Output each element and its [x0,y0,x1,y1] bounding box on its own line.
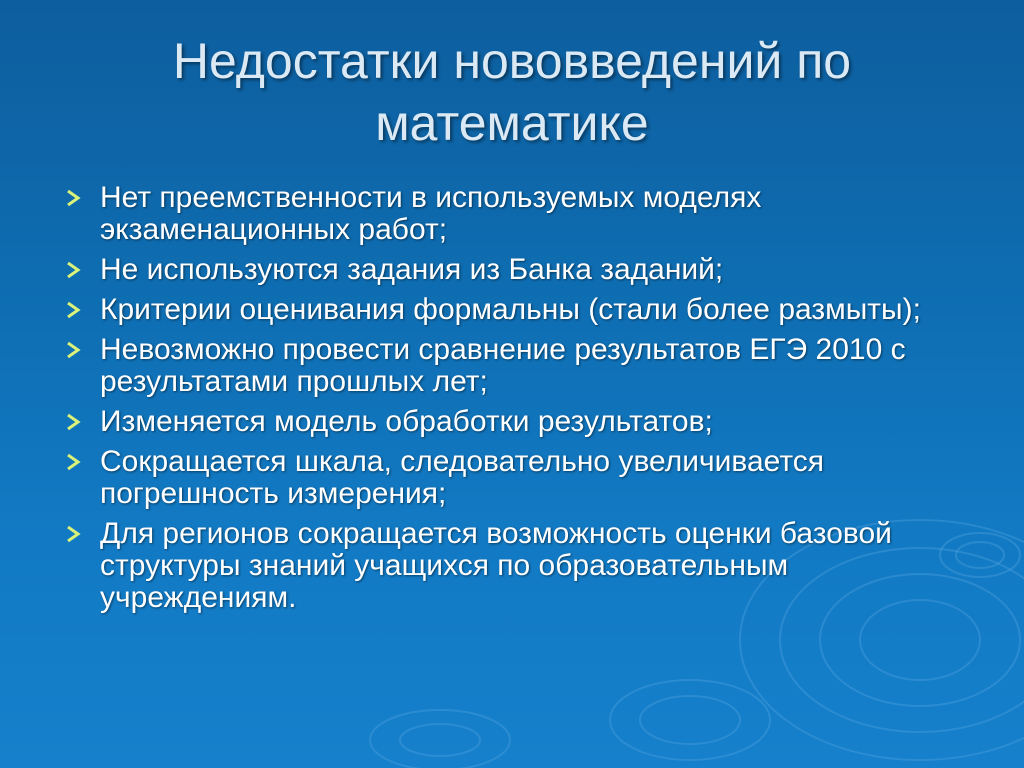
bullet-text: Изменяется модель обработки результатов; [100,405,713,438]
bullet-list [62,182,942,622]
bullet-text: Для регионов сокращается возможность оценки базовой структуры знаний учащихся по образовательным учреждениям. [100,517,892,614]
bullet-item [62,334,942,398]
arrow-bullet-icon [64,408,84,436]
bullet-item [62,294,942,326]
arrow-bullet-icon [64,448,84,476]
bullet-text: Сокращается шкала, следовательно увеличивается погрешность измерения; [100,445,824,510]
arrow-bullet-icon [64,184,84,212]
bullet-text: Критерии оценивания формальны (стали более размыты); [100,293,921,326]
bullet-item [62,254,942,286]
bullet-text: Не используются задания из Банка заданий; [100,253,724,286]
arrow-bullet-icon [64,336,84,364]
bullet-item [62,446,942,510]
arrow-bullet-icon [64,520,84,548]
arrow-bullet-icon [64,256,84,284]
bullet-text: Невозможно провести сравнение результатов ЕГЭ 2010 с результатами прошлых лет; [100,333,906,398]
bullet-text: Нет преемственности в используемых моделях экзаменационных работ; [100,181,762,246]
bullet-item [62,406,942,438]
bullet-item [62,518,942,614]
arrow-bullet-icon [64,296,84,324]
slide-title: Недостатки нововведений по математике [172,33,852,151]
bullet-item [62,182,942,246]
